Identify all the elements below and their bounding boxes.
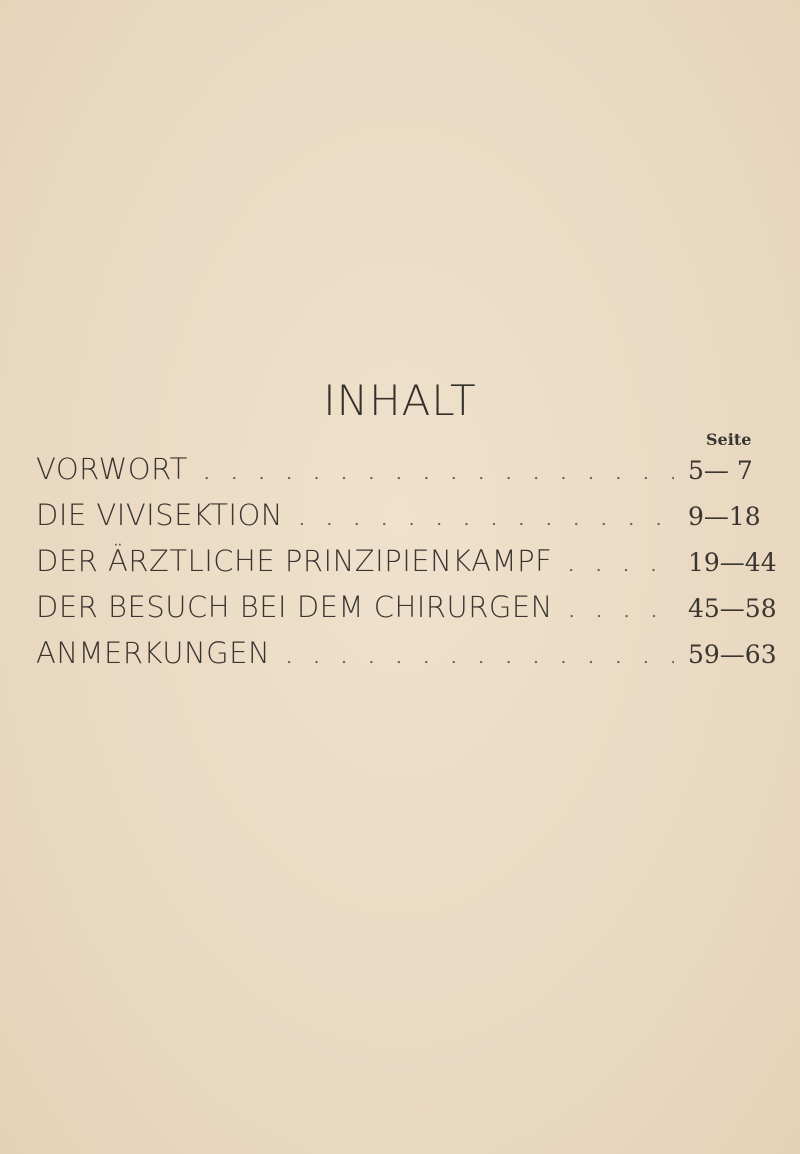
toc-entry-pages: 5— 7 xyxy=(688,456,753,485)
toc-entry-anmerkungen[interactable] xyxy=(36,630,776,676)
toc-entry-vorwort[interactable] xyxy=(36,446,776,492)
toc-entry-pages: 45—58 xyxy=(688,594,777,623)
toc-entry-title: DIE VIVISEKTION xyxy=(36,498,283,532)
toc-entry-vivisektion[interactable] xyxy=(36,492,776,538)
dot-leader xyxy=(299,497,674,543)
dot-leader xyxy=(568,543,674,589)
dot-leader xyxy=(569,589,674,635)
page-title: INHALT xyxy=(323,376,477,425)
toc-entry-pages: 19—44 xyxy=(688,548,777,577)
toc-entry-title: DER BESUCH BEI DEM CHIRURGEN xyxy=(36,590,553,624)
dot-leader xyxy=(204,451,674,497)
toc-entry-title: DER ÄRZTLICHE PRINZIPIENKAMPF xyxy=(36,544,553,578)
toc-entry-prinzipienkampf[interactable] xyxy=(36,538,776,584)
dot-leader xyxy=(286,635,674,681)
toc-entry-title: ANMERKUNGEN xyxy=(36,636,271,670)
table-of-contents xyxy=(36,446,776,676)
toc-entry-pages: 59—63 xyxy=(688,640,777,669)
toc-entry-besuch[interactable] xyxy=(36,584,776,630)
toc-entry-pages: 9—18 xyxy=(688,502,761,531)
page-column-label: Seite xyxy=(706,430,752,449)
toc-entry-title: VORWORT xyxy=(36,452,188,486)
